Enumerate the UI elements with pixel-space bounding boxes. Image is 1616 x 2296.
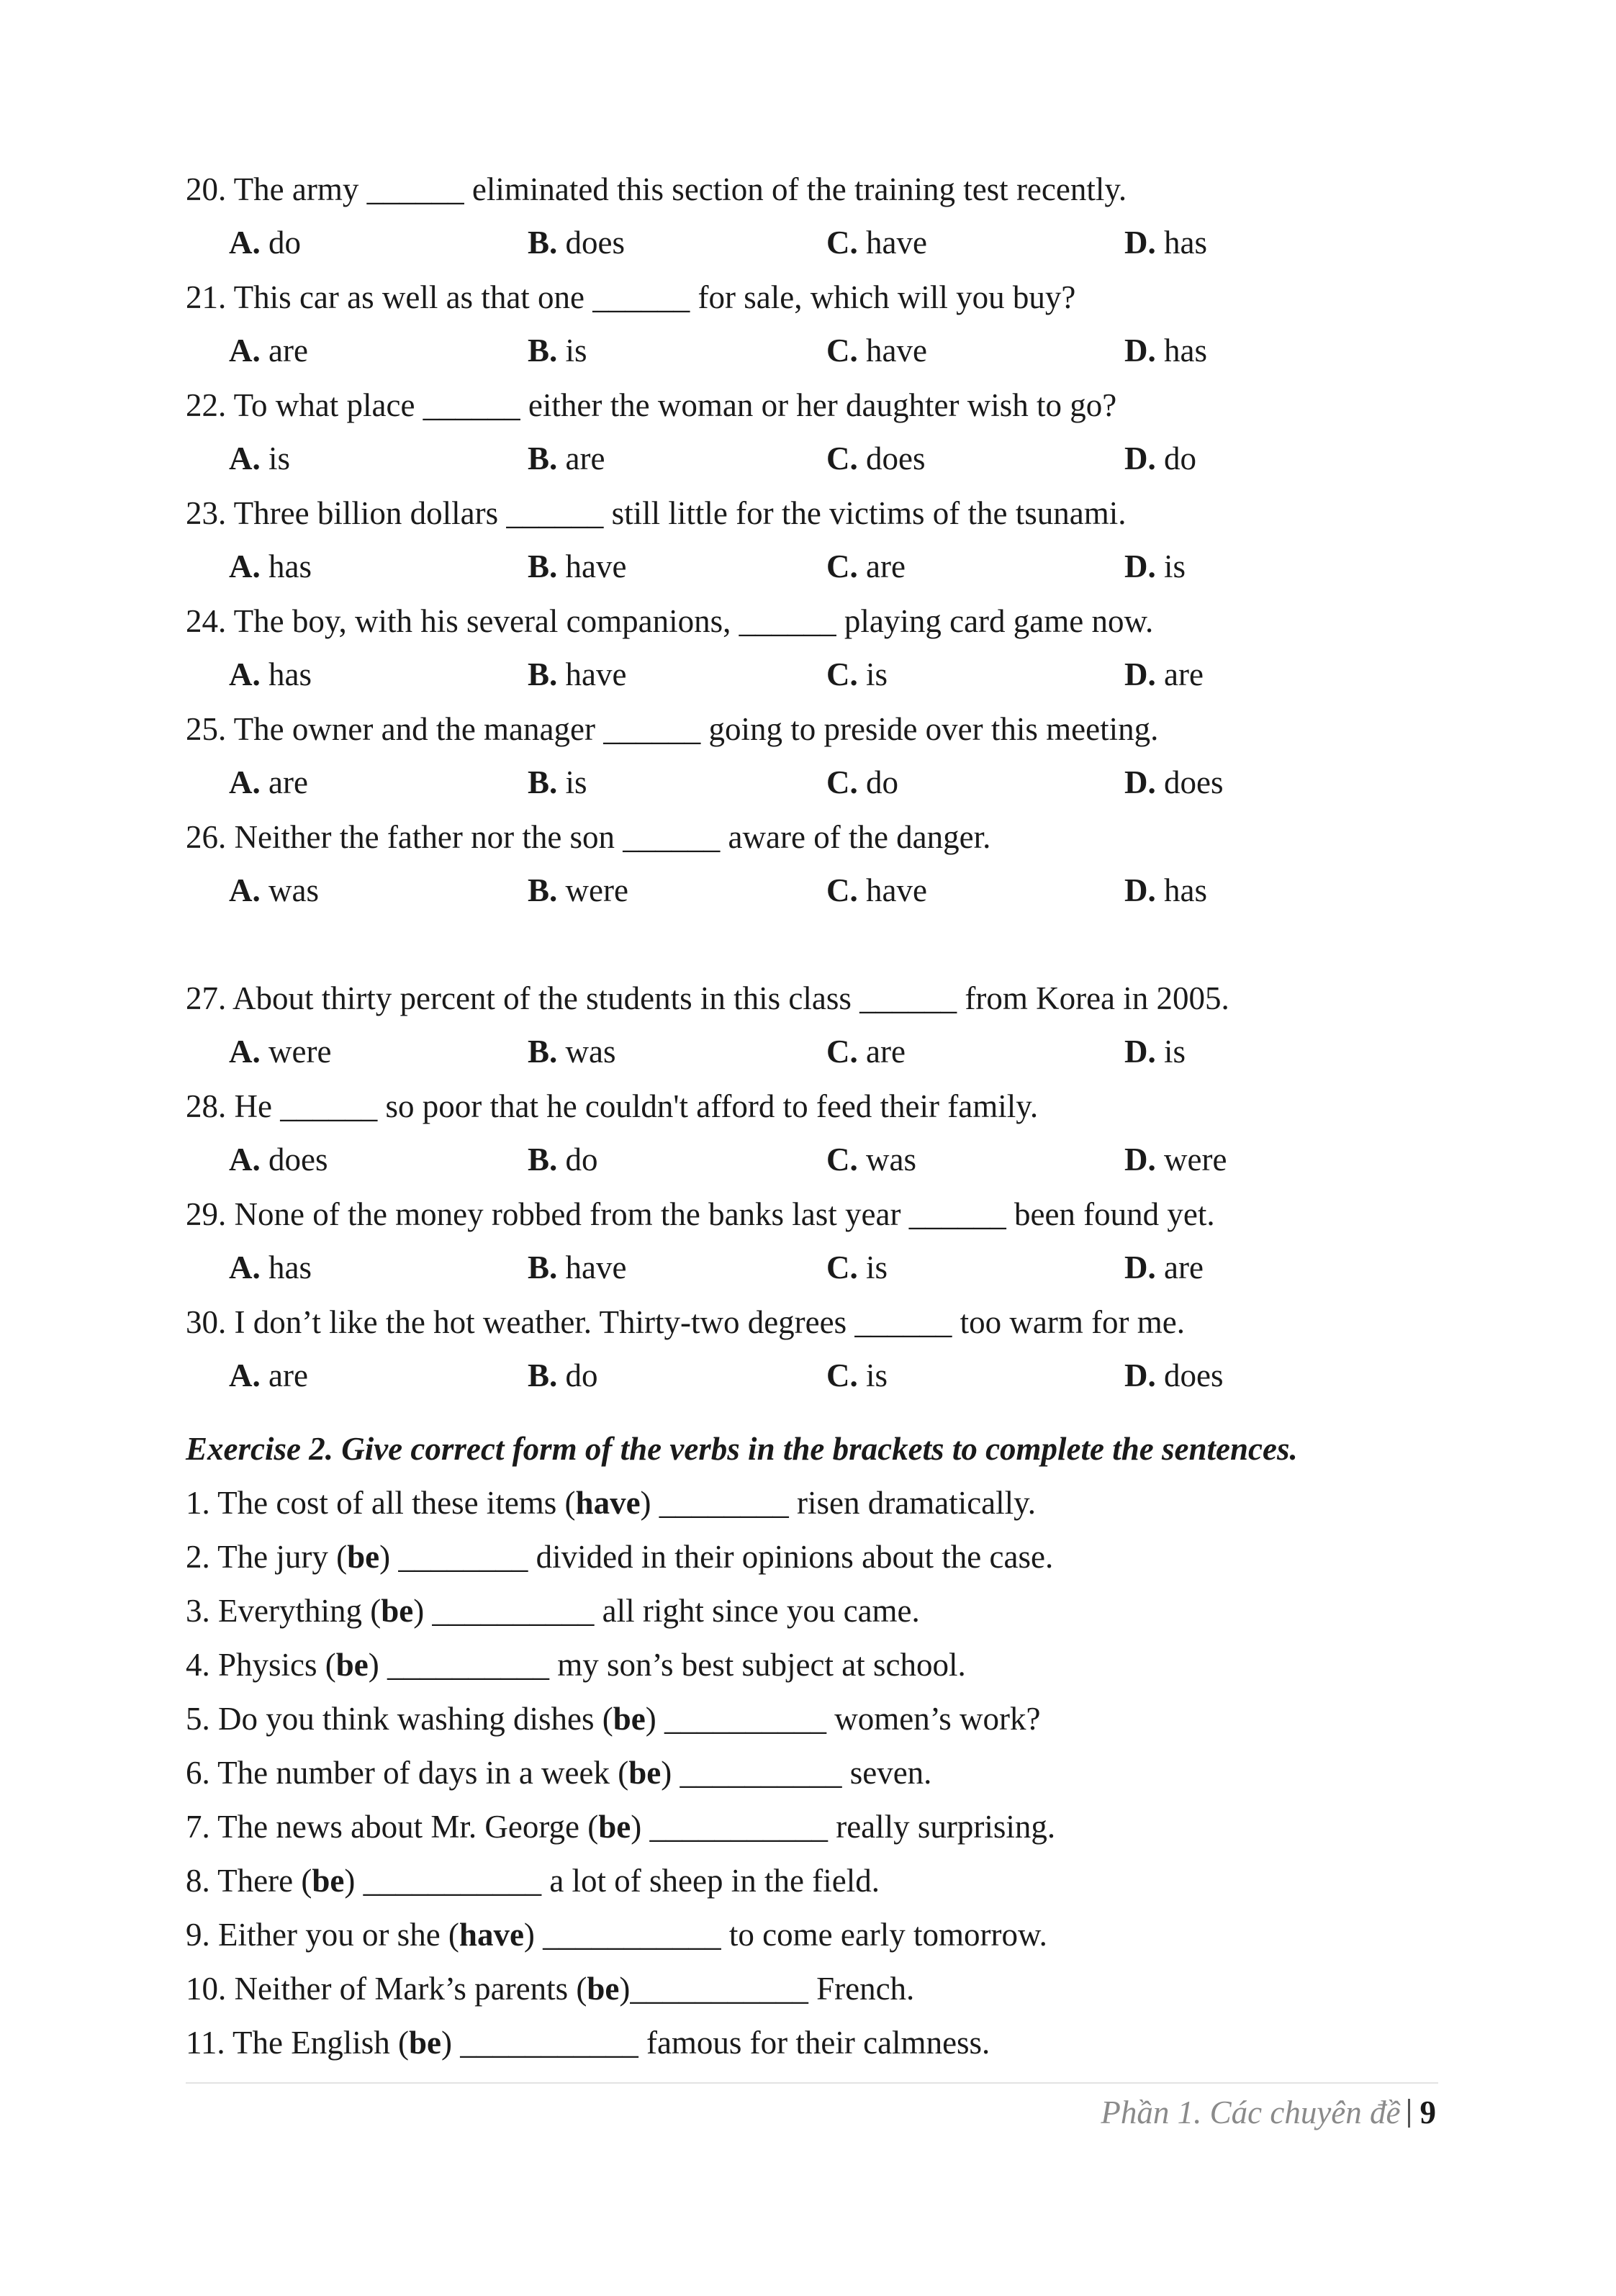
exercise-item: 3. Everything (be) __________ all right since you came. [186, 1593, 920, 1629]
option-b: B. is [528, 764, 587, 800]
option-a: A. was [229, 872, 319, 908]
question-options [0, 1354, 1616, 1397]
option-c: C. are [826, 548, 906, 584]
option-d: D. is [1124, 548, 1186, 584]
exercise-item: 6. The number of days in a week (be) __________ seven. [186, 1755, 932, 1791]
question-options [0, 869, 1616, 912]
exercise-item: 7. The news about Mr. George (be) ___________ really surprising. [186, 1809, 1056, 1845]
footer-chapter-label: Phần 1. Các chuyên đề [1101, 2094, 1401, 2130]
option-d: D. does [1124, 1357, 1224, 1393]
question-stem: 22. To what place ______ either the woman or her daughter wish to go? [186, 387, 1117, 423]
option-d: D. were [1124, 1142, 1227, 1178]
page-footer [1101, 2091, 1436, 2134]
option-a: A. are [229, 764, 308, 800]
question-options [0, 221, 1616, 264]
option-d: D. does [1124, 764, 1224, 800]
option-d: D. are [1124, 656, 1204, 692]
option-c: C. have [826, 872, 927, 908]
question-stem: 27. About thirty percent of the students in this class ______ from Korea in 2005. [186, 980, 1229, 1016]
question-options [0, 761, 1616, 804]
option-d: D. has [1124, 872, 1207, 908]
question-stem: 21. This car as well as that one ______ for sale, which will you buy? [186, 279, 1076, 315]
option-c: C. does [826, 440, 926, 476]
option-b: B. do [528, 1357, 598, 1393]
exercise-item: 9. Either you or she (have) ___________ to come early tomorrow. [186, 1917, 1047, 1953]
question-options [0, 1246, 1616, 1289]
option-c: C. is [826, 656, 888, 692]
option-c: C. was [826, 1142, 916, 1178]
option-b: B. does [528, 225, 626, 261]
question-stem: 25. The owner and the manager ______ going to preside over this meeting. [186, 711, 1159, 747]
exercise-item: 10. Neither of Mark’s parents (be)___________ French. [186, 1971, 915, 2007]
option-a: A. does [229, 1142, 328, 1178]
option-a: A. is [229, 440, 291, 476]
option-d: D. do [1124, 440, 1196, 476]
option-b: B. is [528, 333, 587, 369]
option-b: B. have [528, 1249, 627, 1285]
exercise-item: 5. Do you think washing dishes (be) __________ women’s work? [186, 1701, 1041, 1737]
question-stem: 30. I don’t like the hot weather. Thirty-two degrees ______ too warm for me. [186, 1304, 1186, 1340]
option-b: B. have [528, 656, 627, 692]
option-b: B. are [528, 440, 605, 476]
question-stem: 28. He ______ so poor that he couldn't afford to feed their family. [186, 1088, 1039, 1124]
option-c: C. are [826, 1034, 906, 1070]
option-c: C. do [826, 764, 898, 800]
option-c: C. is [826, 1357, 888, 1393]
option-c: C. have [826, 333, 927, 369]
option-a: A. were [229, 1034, 332, 1070]
option-b: B. do [528, 1142, 598, 1178]
option-b: B. have [528, 548, 627, 584]
footer-separator [1408, 2099, 1410, 2128]
question-stem: 29. None of the money robbed from the banks last year ______ been found yet. [186, 1196, 1215, 1232]
option-c: C. have [826, 225, 927, 261]
option-d: D. has [1124, 225, 1207, 261]
option-a: A. are [229, 333, 308, 369]
page-number: 9 [1419, 2094, 1436, 2130]
option-b: B. was [528, 1034, 616, 1070]
exercise-item: 11. The English (be) ___________ famous for their calmness. [186, 2025, 990, 2061]
option-a: A. are [229, 1357, 308, 1393]
question-stem: 23. Three billion dollars ______ still little for the victims of the tsunami. [186, 495, 1127, 531]
option-d: D. has [1124, 333, 1207, 369]
footer-divider [186, 2082, 1438, 2084]
option-a: A. has [229, 656, 312, 692]
option-b: B. were [528, 872, 628, 908]
option-c: C. is [826, 1249, 888, 1285]
exercise-item: 2. The jury (be) ________ divided in their opinions about the case. [186, 1539, 1054, 1575]
question-options [0, 437, 1616, 480]
question-options [0, 545, 1616, 588]
question-options [0, 1030, 1616, 1073]
question-stem: 26. Neither the father nor the son ______ aware of the danger. [186, 819, 991, 855]
question-options [0, 1138, 1616, 1181]
option-a: A. do [229, 225, 301, 261]
question-stem: 20. The army ______ eliminated this section of the training test recently. [186, 171, 1127, 207]
option-a: A. has [229, 548, 312, 584]
exercise-2-title: Exercise 2. Give correct form of the verbs in the brackets to complete the sentences. [186, 1431, 1298, 1467]
exercise-item: 8. There (be) ___________ a lot of sheep in the field. [186, 1863, 880, 1899]
question-options [0, 329, 1616, 372]
exercise-item: 4. Physics (be) __________ my son’s best subject at school. [186, 1647, 966, 1683]
exercise-item: 1. The cost of all these items (have) ________ risen dramatically. [186, 1485, 1036, 1521]
option-a: A. has [229, 1249, 312, 1285]
option-d: D. is [1124, 1034, 1186, 1070]
question-options [0, 653, 1616, 696]
question-stem: 24. The boy, with his several companions, ______ playing card game now. [186, 603, 1154, 639]
option-d: D. are [1124, 1249, 1204, 1285]
